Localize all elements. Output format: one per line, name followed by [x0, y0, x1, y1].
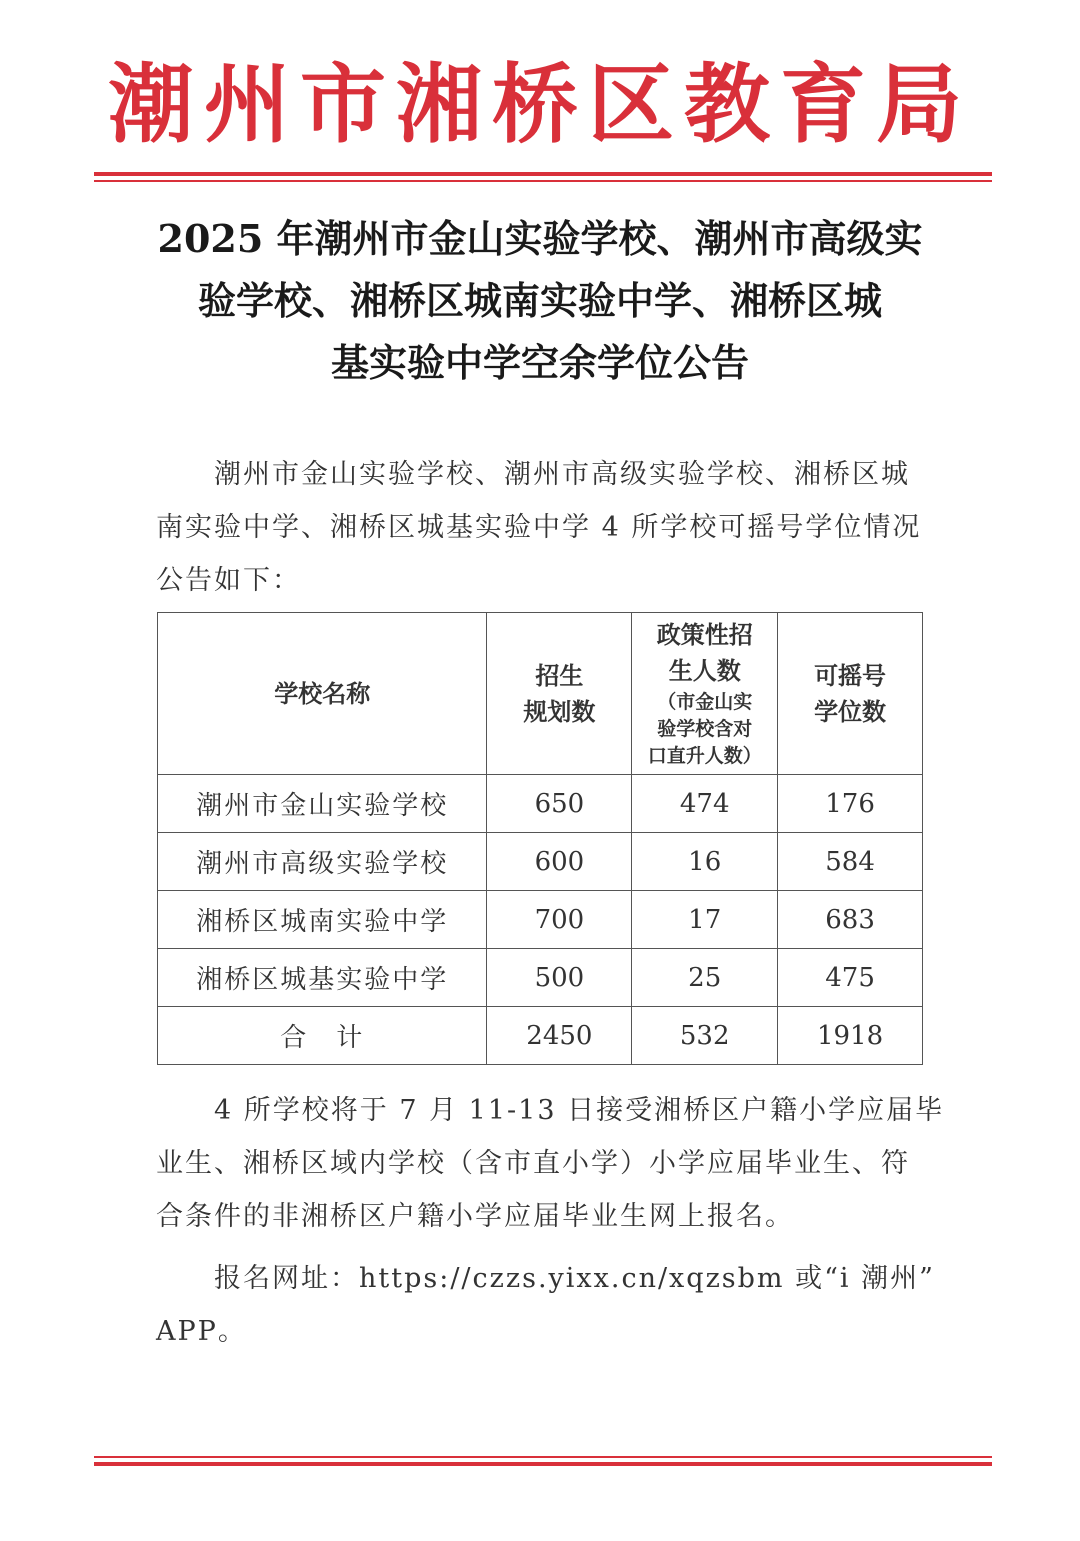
url-line: APP。 [156, 1316, 247, 1347]
document-title [150, 208, 930, 394]
lottery-cell: 584 [778, 833, 923, 891]
table-row [158, 891, 923, 949]
intro-line: 公告如下： [156, 565, 301, 596]
header-policy-enrollment [632, 613, 778, 775]
header-rule-thick [94, 172, 992, 176]
policy-cell: 17 [632, 891, 778, 949]
notice-line: 合条件的非湘桥区户籍小学应届毕业生网上报名。 [156, 1201, 794, 1232]
plan-cell: 500 [487, 949, 632, 1007]
issuer-title: 潮州市湘桥区教育局 [108, 54, 972, 155]
plan-cell: 600 [487, 833, 632, 891]
header-school-name: 学校名称 [158, 613, 487, 775]
intro-line: 潮州市金山实验学校、潮州市高级实验学校、湘桥区城 [156, 459, 910, 490]
school-name-cell: 湘桥区城南实验中学 [158, 891, 487, 949]
lottery-cell: 683 [778, 891, 923, 949]
policy-cell: 474 [632, 775, 778, 833]
url-line: 报名网址：https://czzs.yixx.cn/xqzsbm 或“i 潮州” [156, 1263, 935, 1294]
header-lottery-seats [778, 613, 923, 775]
header-enrollment-plan [487, 613, 632, 775]
header-rule-thin [94, 180, 992, 182]
registration-url-paragraph [156, 1252, 935, 1358]
plan-cell: 650 [487, 775, 632, 833]
header-note: （市金山实 [657, 691, 753, 713]
footer-rule-thin [94, 1456, 992, 1458]
header-note: 口直升人数） [647, 745, 762, 767]
header-text: 可摇号 [814, 660, 887, 690]
notice-line: 4 所学校将于 7 月 11-13 日接受湘桥区户籍小学应届毕 [156, 1095, 945, 1126]
header-text: 生人数 [668, 656, 741, 685]
notice-line: 业生、湘桥区域内学校（含市直小学）小学应届毕业生、符 [156, 1148, 910, 1179]
policy-cell: 16 [632, 833, 778, 891]
total-policy-cell: 532 [632, 1007, 778, 1065]
title-line: 基实验中学空余学位公告 [330, 340, 749, 385]
plan-cell: 700 [487, 891, 632, 949]
header-text: 招生 [535, 660, 584, 690]
title-line: 验学校、湘桥区城南实验中学、湘桥区城 [197, 278, 882, 323]
total-plan-cell: 2450 [487, 1007, 632, 1065]
school-name-cell: 湘桥区城基实验中学 [158, 949, 487, 1007]
total-lottery-cell: 1918 [778, 1007, 923, 1065]
header-text: 政策性招 [656, 620, 753, 649]
title-line: 2025 年潮州市金山实验学校、潮州市高级实 [157, 216, 923, 261]
header-text: 规划数 [523, 696, 596, 726]
total-label-cell: 合 计 [158, 1007, 487, 1065]
table-row [158, 949, 923, 1007]
registration-notice-paragraph [156, 1084, 945, 1243]
school-name-cell: 潮州市高级实验学校 [158, 833, 487, 891]
intro-paragraph [156, 448, 926, 607]
table-row [158, 775, 923, 833]
header-text: 学位数 [814, 696, 887, 726]
table-header-row [158, 613, 923, 775]
lottery-cell: 475 [778, 949, 923, 1007]
lottery-cell: 176 [778, 775, 923, 833]
header-note: 验学校含对 [657, 718, 753, 740]
footer-rule-thick [94, 1462, 992, 1466]
school-name-cell: 潮州市金山实验学校 [158, 775, 487, 833]
policy-cell: 25 [632, 949, 778, 1007]
quota-table [157, 612, 923, 1065]
intro-line: 南实验中学、湘桥区城基实验中学 4 所学校可摇号学位情况 [156, 512, 922, 543]
table-total-row [158, 1007, 923, 1065]
table-row [158, 833, 923, 891]
